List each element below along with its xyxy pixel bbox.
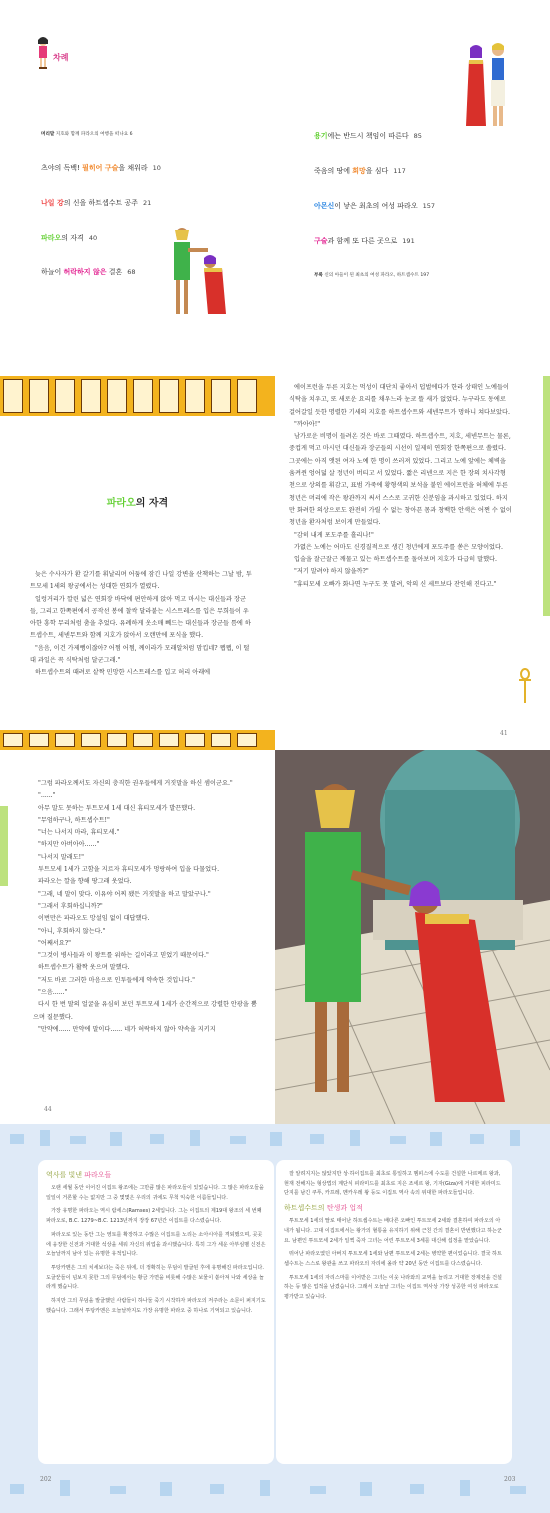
paragraph: "휴티모세 오빠가 화나면 누구도 못 말려, 악의 신 세트보다 잔인해 진다고.": [294, 580, 497, 588]
section-title-part: 하트셉수트의: [284, 1204, 327, 1213]
ankh-ornament-icon: [518, 668, 532, 704]
toc-entry-pre: 하늘이: [41, 268, 64, 276]
chapter-title-highlight: 파라오: [106, 498, 136, 509]
side-tab: [0, 806, 8, 886]
paragraph: 입술을 잘근잘근 깨물고 있는 하트셉수트를 돌아보며 지호가 다급히 말했다.: [294, 556, 497, 564]
toc-entry[interactable]: [41, 267, 136, 277]
toc-entry[interactable]: [41, 233, 97, 243]
chapter-right-text: [289, 382, 513, 591]
toc-intro[interactable]: [41, 131, 133, 137]
paragraph: 아무 말도 못하는 투트모세 1세 대신 휴티모세가 발끈했다.: [38, 804, 196, 812]
paragraph: 남가로운 비명이 들려온 것은 바로 그때였다. 하트셉수트, 지호, 세넨무트는 물론, 중컵게 먹고 마시던 대신들과 장군들의 시선이 일제히 연회장 한쪽편으로 쏠렸다. 그곳에는 아직 앳된 여자 노예 한 명이 쓰러져 있었다. 그리고 노예 앞에는 체벽을 움켜쥔 엉어덟 살 정년이 버티고 서 있었다. 짧은 리넨으로 지은 한 장의 치사각형 천으로 상의를 휘감고, 표범 가죽에 황형색의 보석을 붙인 에이프런을 허체에 두른 청년은 머리에 작은 왕관까지 써서 스스로 고귀한 신분임을 과시하고 있었다. 하지만 화려한 의상으로도 완전히 가릴 수 없는 창아픈 몸과 창백한 안색은 어쩐 수 없이 청년을 환자처럼 보이게 만들었다.: [289, 433, 512, 527]
toc-entry[interactable]: [41, 198, 151, 208]
section-text: [284, 1217, 504, 1303]
paragraph: 잘 알려지지는 않았지만 상·하이집트를 최초로 통일하고 멤피스에 수도를 건설한 나르메르 왕과, 현재 전해지는 형상법의 계단식 피라미드를 최초로 지은 조세르 왕, 기자(Giza)에 거대한 피라미드 단지를 남긴 쿠푸, 카프레, 멘카우레 왕 등도 이집트 역사 속의 위대한 파라오들입니다.: [284, 1171, 501, 1197]
paragraph: 하지만 그의 무덤을 발굴했던 사람들이 하나둘 죽기 시작하자 파라오의 저주라는 소문이 퍼지기도 했습니다. 그래서 투탕카멘은 오늘날까지도 가장 유명한 파라오 중 하나로 기억되고 있습니다.: [46, 1298, 266, 1314]
paragraph: 하트셉수트가 활짝 웃으며 말했다.: [38, 964, 130, 972]
section-title-part: 역사를 빛낸: [46, 1171, 85, 1179]
paragraph: 뛰어난 파라오였던 아버지 투트모세 1세와 남편 투트모세 2세는 병약한 편이었습니다. 결국 하트셉수트는 스스로 왕관을 쓰고 파라오의 자리에 올라 약 20년 동안 이집트를 다스렸습니다.: [284, 1251, 502, 1267]
hieroglyph-frieze-bottom: [0, 730, 275, 750]
paragraph: "저기 말려야 하지 않을까?": [294, 568, 369, 576]
toc-entry-highlight: 용기: [314, 132, 328, 140]
toc-entry-highlight: 허락하지 않은: [63, 268, 107, 276]
paragraph: "그것이 병사들과 이 왕트를 위하는 길이라고 믿었기 때문이다.": [38, 952, 209, 960]
toc-intro-label: 머리말: [41, 132, 55, 137]
page-number-left: 202: [40, 1476, 52, 1483]
paragraph: "그래, 네 말이 맞다. 이유야 어찌 됐든 거짓말을 하고 말았구나.": [38, 890, 211, 898]
toc-entry-post: 을 채워라: [118, 164, 148, 172]
hieroglyph-frieze: [0, 376, 275, 416]
toc-entry-post: 에는 반드시 책임이 따른다: [327, 132, 409, 140]
paragraph: "저도 바로 그러한 마음으로 인투들에게 약속한 것입니다.": [38, 976, 195, 984]
chapter-left-text: [30, 569, 252, 680]
toc-entry-pre: 츠야의 독백!: [41, 164, 83, 172]
paragraph: "까아아!": [294, 420, 321, 428]
side-tab: [543, 376, 550, 616]
toc-entry[interactable]: [314, 131, 422, 141]
toc-appendix-text: 신의 아들이 된 최초의 여성 파라오, 하트셉수트: [324, 273, 419, 278]
toc-entry-highlight: 파라오: [41, 234, 62, 242]
paragraph: "음음, 이건 가제뻥이잖아? 어쩜 어쩜, 께이라가 모래알처럼 맘킵네? 쨉쨉, 이 떨대 과일은 꼭 식탁처럼 달군그래.": [30, 644, 250, 665]
paragraph: "감히 내게 포도주를 흘리나!": [294, 531, 374, 539]
toc-entry-post: 의 자격: [61, 234, 84, 242]
section-text: [46, 1184, 266, 1316]
intro-text: [284, 1170, 504, 1199]
toc-entry-highlight: 아몬신: [314, 202, 335, 210]
right-info-column: [284, 1170, 504, 1307]
paragraph: 투트모세 1세의 자리스마를 이어받은 그녀는 이웃 나라와의 교역을 늘리고 거대한 장제전을 건설하는 등 많은 업적을 남겼습니다. 그래서 오늘날 그녀는 이집트 역사상 가장 성공한 여성 파라오로 평가받고 있습니다.: [284, 1274, 502, 1301]
story-spread: [0, 750, 550, 1124]
girl-character-icon: [35, 36, 51, 70]
left-info-column: [46, 1170, 266, 1320]
page-number: 41: [500, 730, 508, 737]
section-title: [46, 1170, 266, 1180]
paragraph: 하트셉수트의 때려로 샅짝 민망한 시스트레스를 입고 허리 아래에: [35, 669, 211, 677]
paragraph: "하지만 아버아아......": [38, 841, 100, 849]
toc-entry-page: 85: [413, 132, 422, 140]
toc-entry[interactable]: [314, 236, 415, 246]
paragraph: 가장 유명한 파라오는 역시 람세스(Ramses) 2세입니다. 그는 이집트의 제19대 왕조의 세 번째 파라오로, B.C. 1279~B.C. 1213년까지 장장 67년간 이집트를 다스렸습니다.: [46, 1208, 262, 1225]
section-title-highlight: 파라오들: [84, 1171, 112, 1179]
toc-intro-page: 6: [129, 132, 133, 137]
toc-entry-page: 10: [152, 164, 161, 172]
toc-entry-post: 의 신을 하트셉수트 공주: [63, 199, 139, 207]
toc-intro-text: 지호와 함께 파라오의 여행을 떠나요: [55, 132, 129, 137]
toc-entry-highlight: 구술: [314, 237, 328, 245]
paragraph: "그럼 파라오께서도 자신의 충직한 권우들에게 거짓말을 하신 셈이군요.": [38, 780, 233, 787]
toc-appendix[interactable]: [314, 272, 429, 278]
toc-entry-page: 68: [127, 268, 136, 276]
toc-entry[interactable]: [314, 201, 435, 211]
toc-entry-highlight: 나일 강: [41, 199, 64, 207]
paragraph: 투트모세 1세의 딸로 태어난 하트셉수트는 배다른 오빠인 투트모세 2세와 결혼하여 파라오의 아내가 됩니다. 고대 이집트에서는 왕가의 혈통을 유지하기 위해 근친 간의 결혼이 반번했다고 하는군요. 남편인 투트모세 2세가 일찍 죽자 그녀는 어린 투트모세 3세를 대신해 섭정을 맡았습니다.: [284, 1218, 502, 1244]
paragraph: 투트모세 1세가 고함을 지르자 휴티모세가 멍랑하여 입을 다물었다.: [38, 866, 220, 874]
paragraph: 일렁거리가 깔린 넓은 연회장 바닥에 편안하게 앉아 먹고 마시는 대신들과 장군들, 그리고 한쪽편에서 공작선 봉에 찰싹 달라붙는 시스트레스를 입은 무희들이 우아한 흥학 무리처럼 춤을 추었다. 유례하게 옷소매 뻬드는 대신들과 장군들 틈에 하트셉수트, 세넨무트와 함께 지호가 앉아서 오랜만에 포식을 했다.: [30, 595, 251, 640]
paragraph: "......": [38, 792, 56, 800]
paragraph: "으음......": [38, 989, 68, 997]
paragraph: "만약에...... 만약에 말이다...... 네가 허락하지 않아 약속을 지키지: [38, 1025, 216, 1033]
toc-entry-page: 21: [143, 199, 152, 207]
paragraph: "그래서 후회하십니까?": [38, 902, 103, 910]
paragraph: "너는 나서지 마라, 휴티모세.": [38, 829, 120, 837]
page-number: 44: [44, 1106, 52, 1113]
paragraph: 가엾은 노예는 어마도 신경질적으로 생긴 청년에게 포도주를 쏟은 모양이었다.: [294, 543, 503, 551]
toc-entry-post: 이 낳은 최초의 여성 파라오: [334, 202, 418, 210]
info-spread: [0, 1124, 550, 1513]
toc-entry-page: 117: [393, 167, 406, 175]
toc-entry-page: 191: [402, 237, 415, 245]
paragraph: 파라오로 있는 동안 그는 영토를 확장하고 수많은 이집트를 노리는 소아시아를 격퇴했으며, 곳곳에 웅장한 신전과 거대한 석상을 세워 자신의 위업을 과시했습니다. 특히 그가 세운 아부심벨 신전은 오늘날까지 남아 있는 유명한 유적입니다.: [46, 1231, 266, 1258]
paragraph: 에이프런을 두른 지호는 먹성이 대단치 좋아서 덥벌에다가 한라 상태인 노예들이 식탁을 치우고, 또 새로운 요리를 채우느라 눈코 뜰 새가 없었다. 누구라도 동에로 걸어갈일 듯한 명렬한 기세의 지호를 하트셉수트와 세넨무트가 멍하니 쳐다보았다.: [289, 384, 510, 416]
chapter-title-rest: 의 자격: [135, 498, 169, 509]
toc-entry-pre: 죽음의 땅에: [314, 167, 353, 175]
toc-appendix-page: 197: [420, 273, 430, 278]
paragraph: 늦은 수사자가 환 갈기를 휘날리며 어둠에 잠긴 나일 강변을 산책하는 그날 밤, 투트모세 1세의 왕궁에서는 성대한 연회가 열렸다.: [30, 571, 252, 591]
couple-illustration: [464, 40, 514, 132]
paragraph: 이번만은 파라오도 망설임 없이 대답했다.: [38, 915, 150, 923]
toc-appendix-label: 부록: [314, 273, 323, 278]
paragraph: "나서지 말래도!": [38, 853, 85, 861]
toc-entry-post: 과 함께 또 다른 곳으로: [327, 237, 398, 245]
toc-spread: [0, 0, 550, 370]
toc-entry[interactable]: [314, 166, 406, 176]
toc-entry-highlight: 필히어 구슬: [82, 164, 119, 172]
story-text: [33, 778, 257, 1036]
section-title: [284, 1203, 504, 1213]
toc-entry-highlight: 희망: [352, 167, 366, 175]
paragraph: 파라오는 깔을 향해 땅그래 웃었다.: [38, 878, 132, 886]
chapter-spread: [0, 376, 550, 750]
toc-entry-page: 40: [88, 234, 98, 242]
paragraph: 오랜 세월 동안 이어진 이집트 왕조에는 그만큼 많은 파라오들이 있었습니다. 그 많은 파라오들을 일일이 거론할 수는 없지만 그 중 몇몇은 우리의 귀에도 무척 익숙한 이름들입니다.: [46, 1185, 264, 1201]
paragraph: "무엄하구나, 하트셉수트!": [38, 816, 110, 824]
paragraph: "아니, 후회하지 않는다.": [38, 927, 106, 935]
toc-entry-post: 결혼: [106, 268, 123, 276]
paragraph: 다시 한 번 딸의 얼굴을 유심히 보던 투트모세 1세가 순간적으로 강렬한 안광을 뿜으며 질문했다.: [33, 1001, 257, 1021]
chapter-title: [0, 494, 275, 509]
toc-entry-page: 157: [422, 202, 436, 210]
paragraph: "어째서요?": [38, 939, 71, 947]
page-number-right: 203: [504, 1476, 516, 1483]
toc-heading: 차례: [53, 53, 69, 62]
toc-entry-post: 을 심다: [365, 167, 389, 175]
pharaoh-kneeling-woman-illustration: [164, 222, 236, 322]
section-title-highlight: 탄생과 업적: [326, 1204, 363, 1213]
toc-entry[interactable]: [41, 163, 161, 173]
paragraph: 투탕카멘은 그의 치세보다는 죽은 뒤에, 더 정확히는 무덤이 발굴된 후에 유명해진 파라오입니다. 도굴꾼들이 넘보지 못한 그의 무덤에서는 황금 가면을 비롯해 수많은 보물이 쏟아져 나와 세상을 놀라게 했습니다.: [46, 1264, 264, 1291]
pharaoh-scene-illustration: [275, 750, 550, 1124]
